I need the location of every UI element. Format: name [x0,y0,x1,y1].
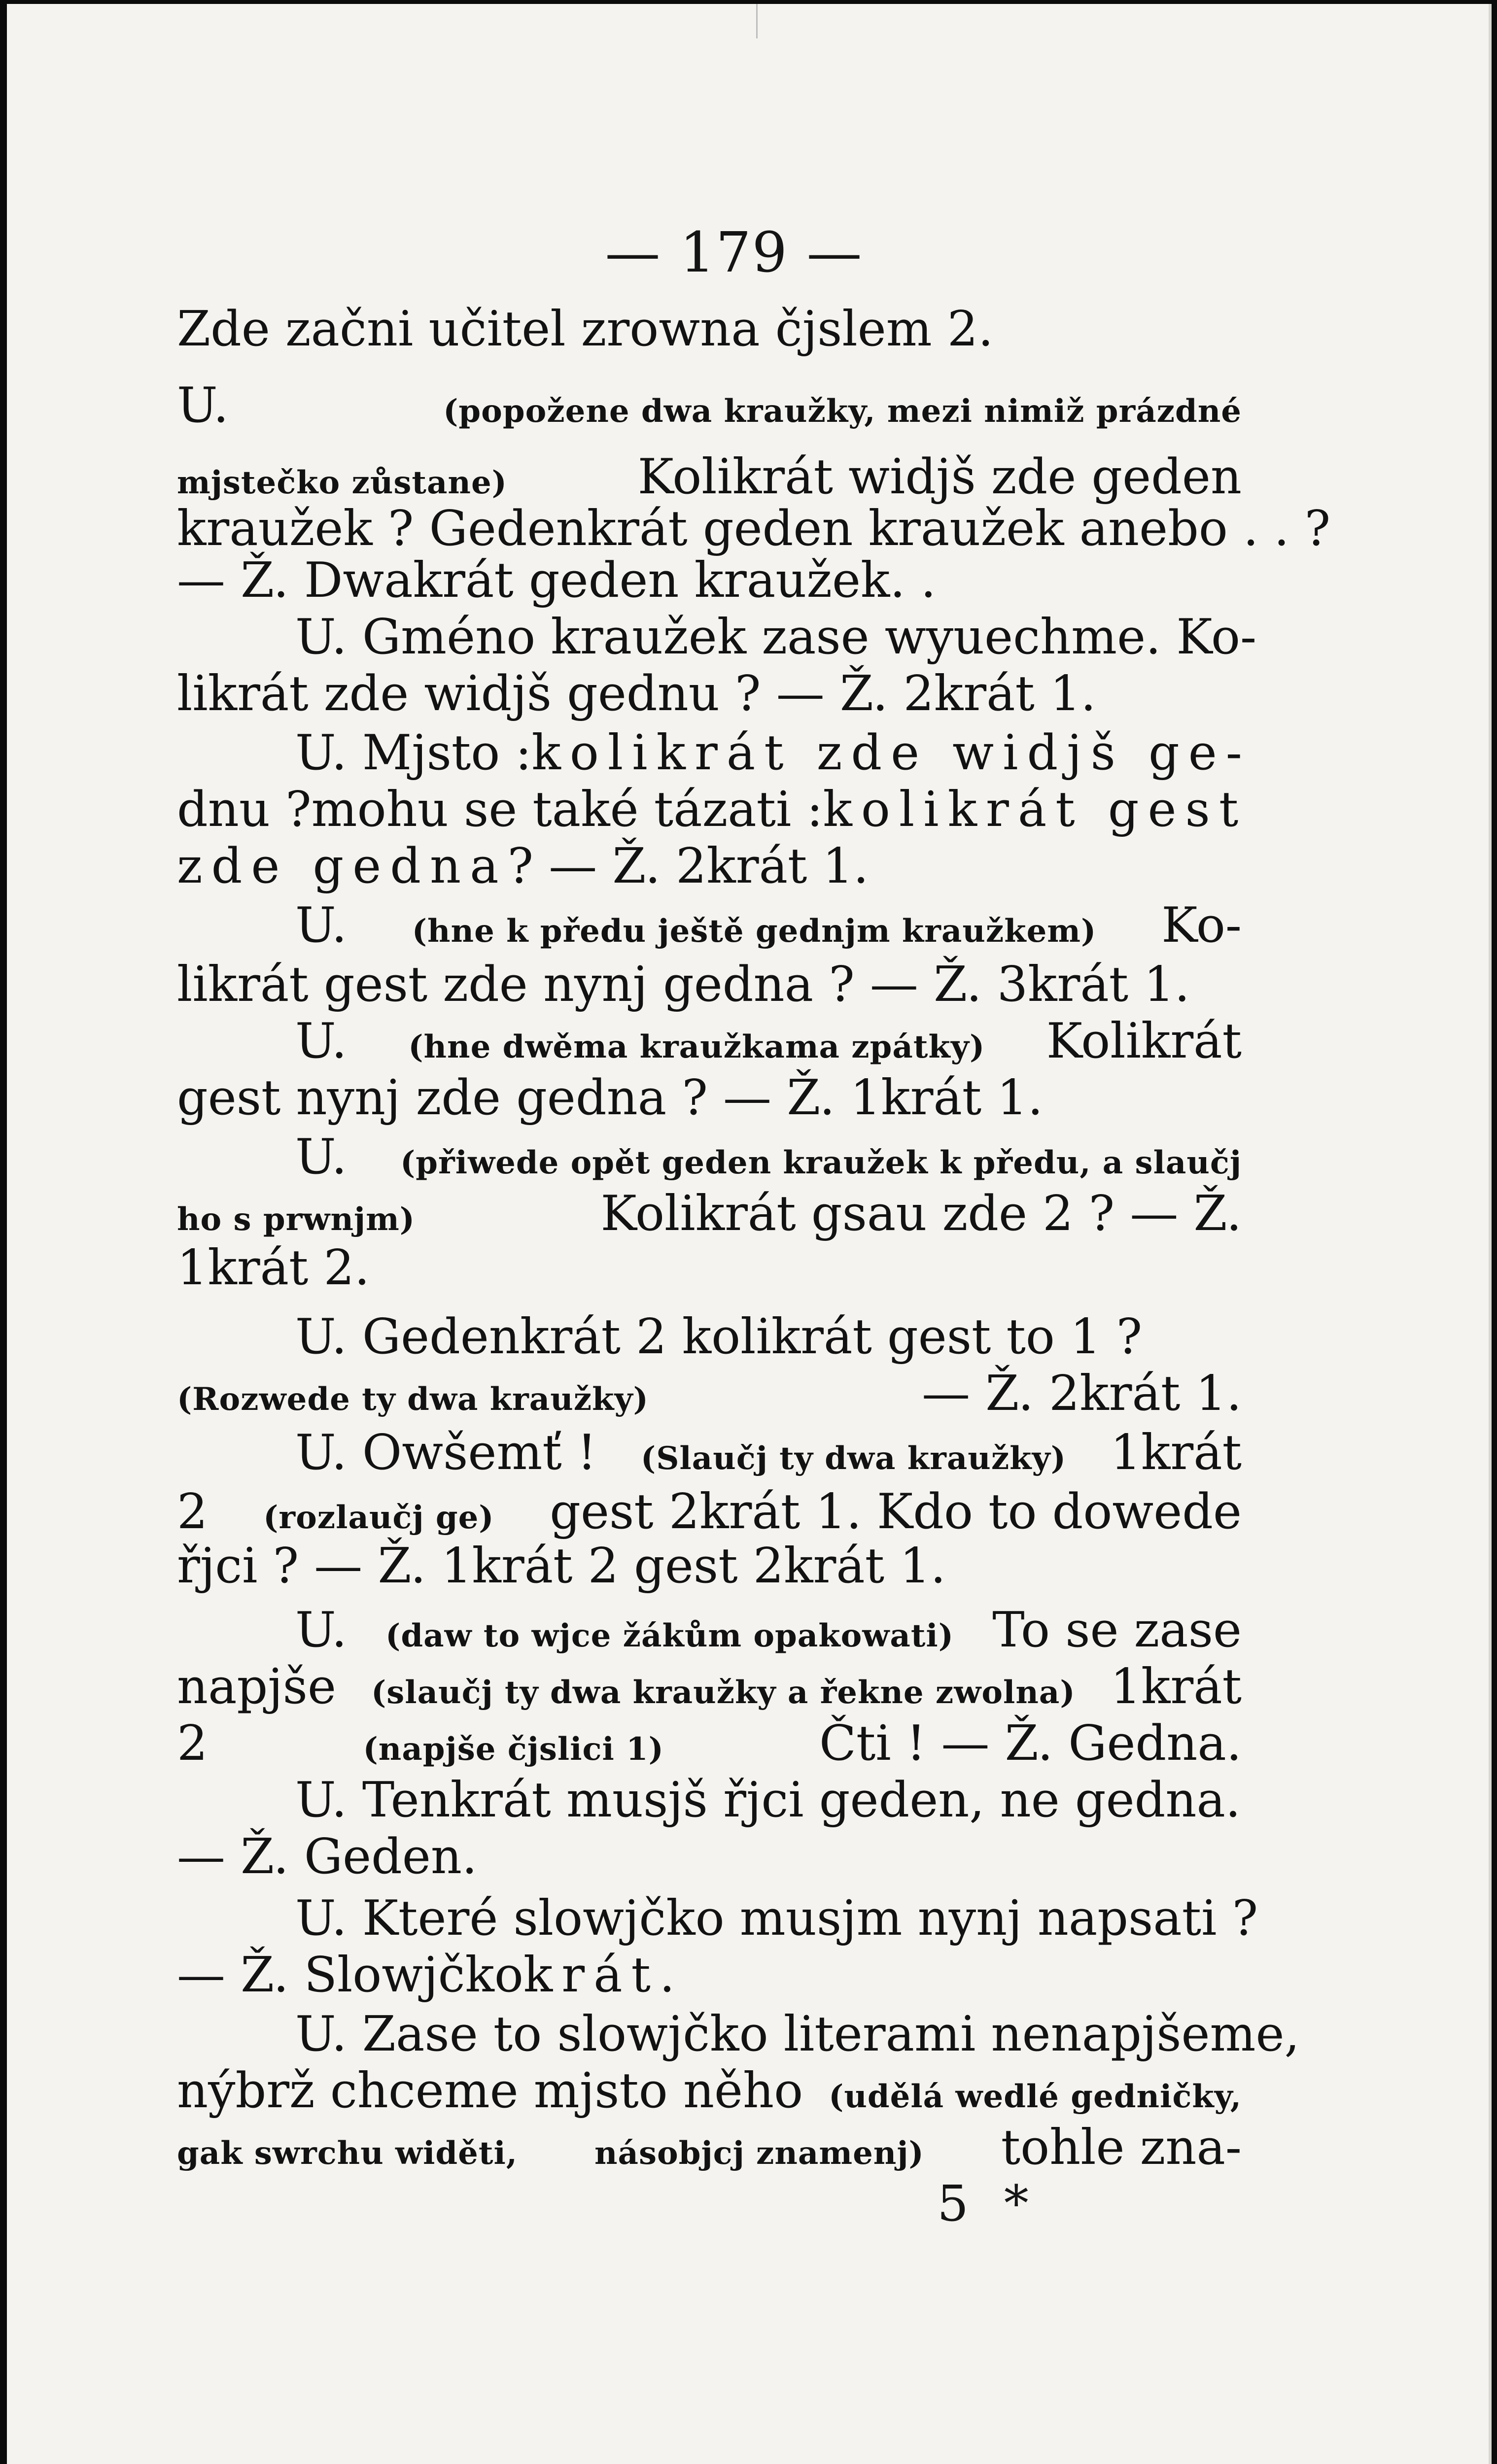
stage-direction: (hne k předu ještě gednjm kraužkem) [412,913,1097,950]
line-text: U. [295,1013,347,1069]
text-line [177,551,1242,610]
text-line [177,2005,1300,2064]
stage-direction: (popožene dwa kraužky, mezi nimiž prázdné [443,393,1242,430]
spaced-text: zde gedna [177,838,508,894]
line-text: — Ž. Geden. [177,1829,478,1885]
text-line [177,1946,1242,2005]
text-line [177,499,1331,558]
text-line [177,664,1242,723]
line-text: U. Zase to slowjčko literami nenapjšeme, [295,2006,1300,2062]
stage-direction: (napjše čjslici 1) [363,1731,664,1768]
text-line [177,1537,1242,1596]
line-text: — Ž. Dwakrát geden kraužek. . [177,552,936,609]
text-line [177,376,1242,435]
line-text: U. [295,897,347,954]
text-line [177,1128,1242,1187]
stage-direction: ho s prwnjm) [177,1201,416,1238]
text-line [177,1423,1242,1482]
line-text: Zde začni učitel zrowna čjslem 2. [177,301,994,357]
line-text: ? — Ž. 2krát 1. [507,838,869,894]
text-line [177,1012,1242,1071]
line-text: Čti ! — Ž. Gedna. [819,1715,1242,1772]
text-line [177,1657,1242,1716]
text-line [177,1184,1242,1243]
text-line [177,1771,1242,1830]
line-text: napjše [177,1659,336,1715]
page-edge-mark [756,4,758,38]
text-line [177,1068,1242,1128]
stage-direction: gak swrchu widěti, [177,2135,518,2172]
text-line [177,608,1257,667]
line-text: U. [295,1602,347,1658]
stage-direction: (hne dwěma kraužkama zpátky) [408,1028,985,1065]
text-line [177,1714,1242,1773]
spaced-text: kolikrát zde widjš ge- [531,725,1251,781]
line-text: nýbrž chceme mjsto něho [177,2063,803,2119]
text-line [177,300,1242,359]
line-text: Kolikrát gsau zde 2 ? — Ž. [600,1186,1242,1242]
text-line [177,1601,1242,1660]
line-text: U. Mjsto : [295,725,532,781]
text-line [177,1827,1242,1886]
line-text: gest 2krát 1. Kdo to dowede [550,1484,1242,1540]
stage-direction: (udělá wedlé gedničky, [829,2078,1242,2115]
line-text: kraužek ? Gedenkrát geden kraužek anebo . . ? [177,501,1331,557]
text-line [177,447,1242,507]
line-text: To se zase [992,1602,1242,1658]
line-text: likrát zde widjš gednu ? — Ž. 2krát 1. [177,666,1096,722]
stage-direction: mjstečko zůstane) [177,464,507,501]
line-text: U. Owšemť ! [295,1425,597,1481]
text-line [177,1238,1242,1298]
text-line [177,1307,1242,1367]
text-line [177,1482,1242,1541]
line-text: 1krát [1110,1659,1242,1715]
line-text: Kolikrát [1046,1013,1242,1069]
line-text: gest nynj zde gedna ? — Ž. 1krát 1. [177,1070,1043,1126]
line-text: 2 [177,1484,208,1540]
text-line [177,1364,1242,1423]
line-text: — Ž. 2krát 1. [922,1366,1242,1422]
line-text: Kolikrát widjš zde geden [637,449,1242,505]
text-line [177,2061,1242,2121]
line-text: 1krát [1110,1425,1242,1481]
text-line [177,896,1242,955]
line-text: 2 [177,1715,208,1772]
line-text: U. Tenkrát musjš řjci geden, ne gedna. [295,1772,1241,1828]
line-text: U. Které slowjčko musjm nynj napsati ? [295,1890,1258,1947]
line-text: Ko- [1161,897,1242,954]
line-text: 1krát 2. [177,1240,370,1296]
spaced-text: kolikrát gest [823,782,1248,838]
page-number-header: — 179 — [605,221,863,285]
text-line [177,2118,1242,2177]
spaced-text: krát. [523,1947,684,2003]
line-text: tohle zna- [1001,2120,1242,2176]
line-text: mohu se také tázati : [311,782,823,838]
stage-direction: (Rozwede ty dwa kraužky) [177,1381,649,1418]
line-text: U. Gedenkrát 2 kolikrát gest to 1 ? [295,1309,1143,1365]
text-line [177,780,1248,839]
text-line [177,723,1251,783]
line-text: — Ž. Slowjčko [177,1947,523,2003]
line-text: likrát gest zde nynj gedna ? — Ž. 3krát 1. [177,957,1190,1013]
book-page [7,4,1492,2464]
stage-direction: (přiwede opět geden kraužek k předu, a slaučj [400,1144,1242,1181]
line-text: U. Gméno kraužek zase wyuechme. Ko- [295,609,1257,665]
stage-direction: (Slaučj ty dwa kraužky) [640,1440,1066,1477]
stage-direction: (slaučj ty dwa kraužky a řekne zwolna) [371,1674,1076,1711]
stage-direction: násobjcj znamenj) [594,2135,924,2172]
text-line [177,955,1242,1014]
line-text: dnu ? [177,782,312,838]
text-line [177,1889,1258,1948]
line-text: U. [177,377,229,434]
stage-direction: (daw to wjce žákům opakowati) [385,1617,954,1654]
stage-direction: (rozlaučj ge) [263,1499,494,1536]
text-line [177,837,1242,896]
line-text: řjci ? — Ž. 1krát 2 gest 2krát 1. [177,1538,946,1594]
line-text: U. [295,1129,347,1185]
signature-mark: 5 * [937,2175,1039,2232]
